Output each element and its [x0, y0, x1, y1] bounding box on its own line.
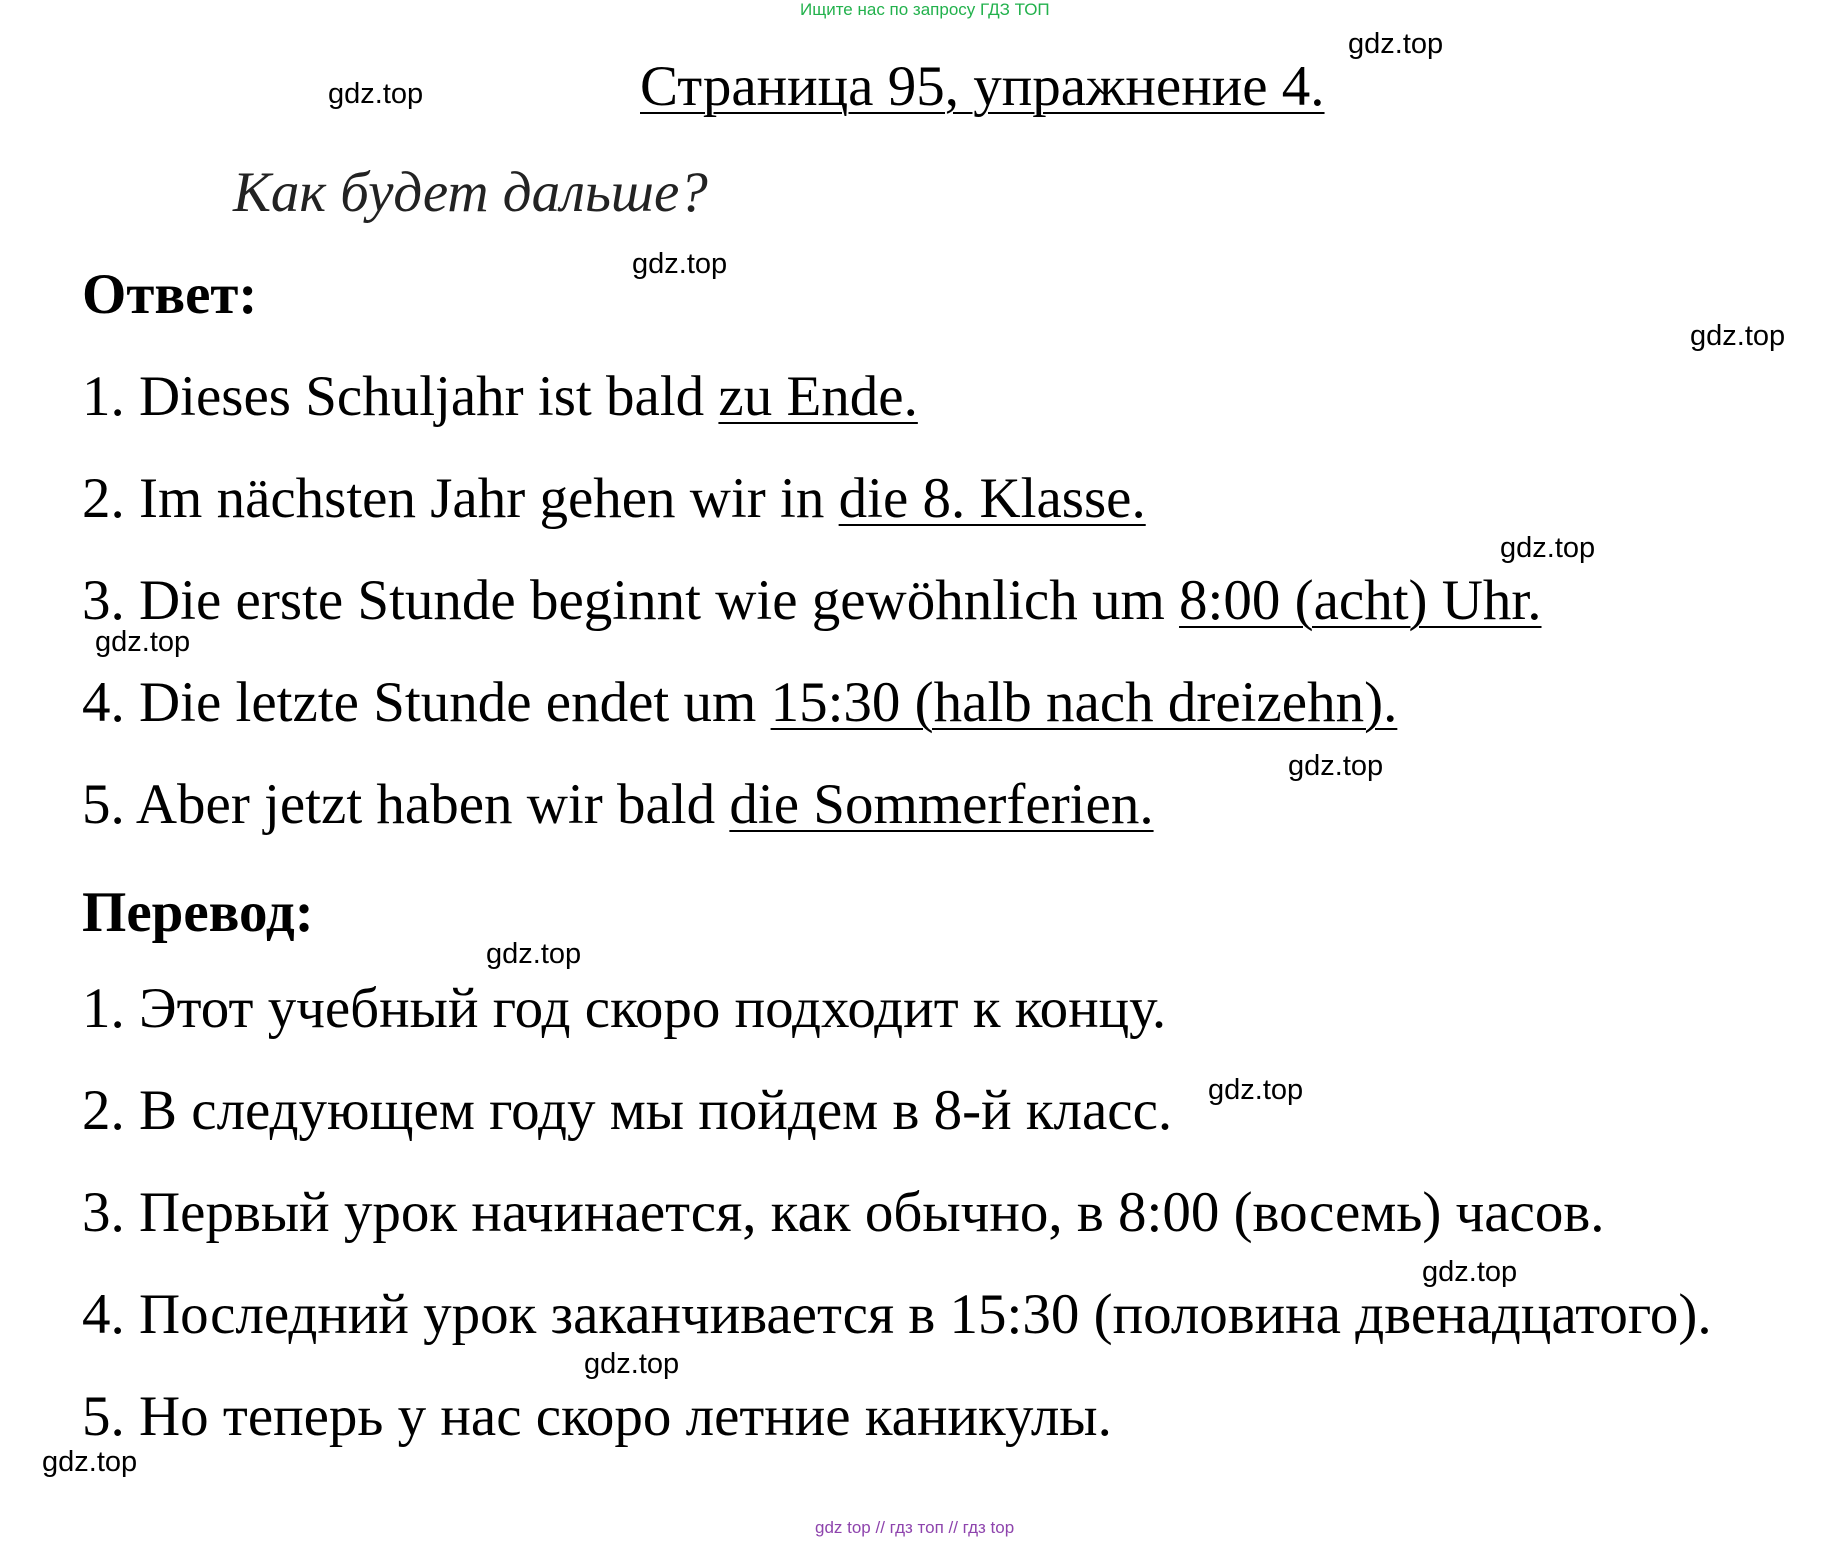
translation-heading: Перевод: — [82, 881, 314, 944]
page-title: Страница 95, упражнение 4. — [640, 55, 1325, 118]
answer-line-1 — [82, 365, 918, 428]
watermark: gdz.top — [584, 1348, 680, 1380]
translation-line-5: 5. Но теперь у нас скоро летние каникулы. — [82, 1385, 1112, 1448]
watermark: gdz.top — [1288, 750, 1384, 782]
watermark: gdz.top — [95, 626, 191, 658]
watermark: gdz.top — [1500, 532, 1596, 564]
watermark: gdz.top — [1208, 1074, 1304, 1106]
answer-fill: die Sommerferien. — [729, 773, 1154, 836]
answer-text: 3. Die erste Stunde beginnt wie gewöhnlich um — [82, 569, 1180, 632]
answer-fill: 15:30 (halb nach dreizehn). — [770, 671, 1398, 734]
answer-line-4 — [82, 671, 1398, 734]
exercise-subtitle: Как будет дальше? — [233, 161, 708, 224]
watermark: gdz.top — [486, 938, 582, 970]
answer-text: 5. Aber jetzt haben wir bald — [82, 773, 730, 836]
answer-text: 2. Im nächsten Jahr gehen wir in — [82, 467, 839, 530]
translation-line-4: 4. Последний урок заканчивается в 15:30 (половина двенадцатого). — [82, 1283, 1712, 1346]
watermark: gdz.top — [1422, 1256, 1518, 1288]
answer-line-5 — [82, 773, 1154, 836]
footer-links[interactable]: gdz top // гдз топ // гдз top — [815, 1518, 1015, 1537]
translation-line-3: 3. Первый урок начинается, как обычно, в 8:00 (восемь) часов. — [82, 1181, 1605, 1244]
watermark: gdz.top — [1690, 320, 1786, 352]
watermark: gdz.top — [632, 248, 728, 280]
answer-line-2 — [82, 467, 1146, 530]
answer-fill: zu Ende. — [718, 365, 918, 428]
answer-fill: die 8. Klasse. — [838, 467, 1146, 530]
answer-heading: Ответ: — [82, 263, 258, 326]
watermark: gdz.top — [328, 78, 424, 110]
watermark: gdz.top — [42, 1446, 138, 1478]
translation-line-2: 2. В следующем году мы пойдем в 8-й класс. — [82, 1079, 1173, 1142]
watermark: gdz.top — [1348, 28, 1444, 60]
answer-text: 4. Die letzte Stunde endet um — [82, 671, 771, 734]
translation-line-1: 1. Этот учебный год скоро подходит к концу. — [82, 977, 1167, 1040]
top-banner[interactable]: Ищите нас по запросу ГДЗ ТОП — [800, 0, 1050, 19]
answer-text: 1. Dieses Schuljahr ist bald — [82, 365, 719, 428]
answer-fill: 8:00 (acht) Uhr. — [1179, 569, 1542, 632]
answer-line-3 — [82, 569, 1542, 632]
